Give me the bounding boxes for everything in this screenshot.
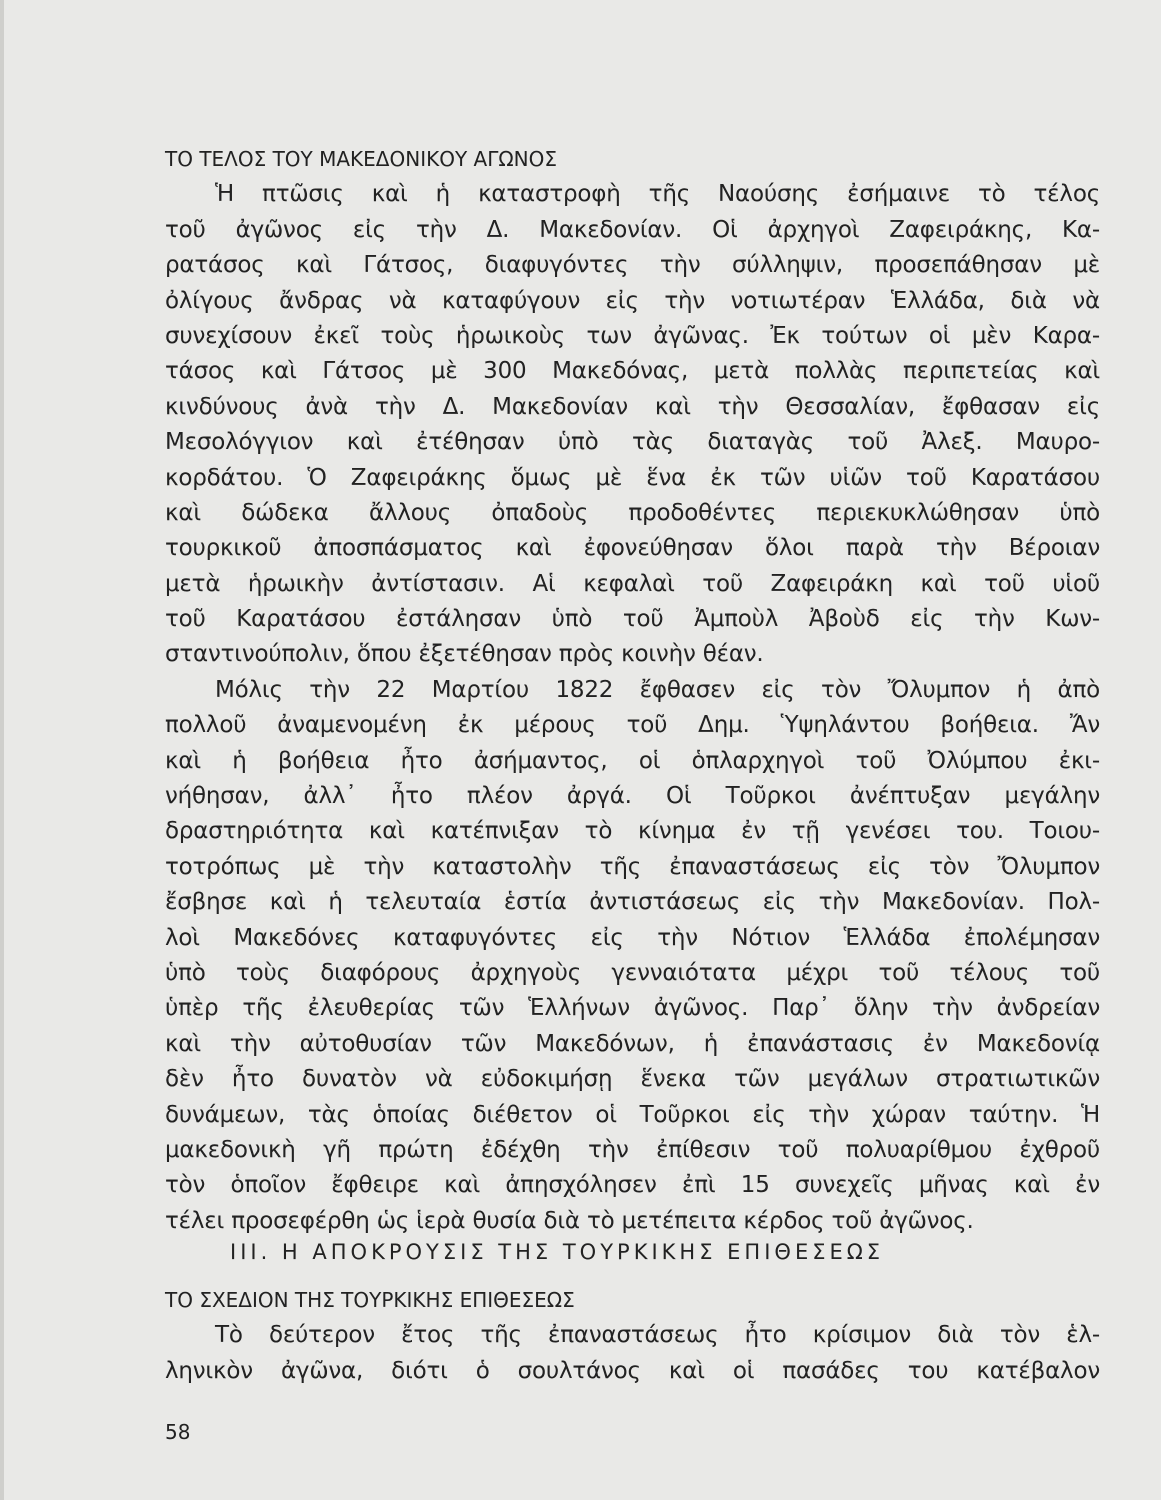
text-line: πολλοῦ ἀναμενομένη ἐκ μέρους τοῦ Δημ. Ὑψηλάντου βοήθεια. Ἄν [165,712,1100,739]
text-line: τάσος καὶ Γάτσος μὲ 300 Μακεδόνας, μετὰ πολλὰς περιπετείας καὶ [165,358,1100,385]
text-line: Τὸ δεύτερον ἔτος τῆς ἐπαναστάσεως ἦτο κρίσιμον διὰ τὸν ἑλ- [215,1322,1100,1349]
text-line: δὲν ἦτο δυνατὸν νὰ εὐδοκιμήσῃ ἕνεκα τῶν μεγάλων στρατιωτικῶν [165,1066,1100,1093]
text-line: συνεχίσουν ἐκεῖ τοὺς ἡρωικοὺς των ἀγῶνας. Ἐκ τούτων οἱ μὲν Καρα- [165,322,1100,349]
text-line: μακεδονικὴ γῆ πρώτη ἐδέχθη τὴν ἐπίθεσιν τοῦ πολυαρίθμου ἐχθροῦ [165,1136,1100,1163]
text-line: τοτρόπως μὲ τὴν καταστολὴν τῆς ἐπαναστάσεως εἰς τὸν Ὄλυμπον [165,853,1100,880]
text-line: ἔσβησε καὶ ἡ τελευταία ἑστία ἀντιστάσεως εἰς τὴν Μακεδονίαν. Πολ- [165,889,1100,916]
text-line: δυνάμεων, τὰς ὁποίας διέθετον οἱ Τοῦρκοι εἰς τὴν χώραν ταύτην. Ἡ [165,1101,1100,1128]
text-line: τοῦ ἀγῶνος εἰς τὴν Δ. Μακεδονίαν. Οἱ ἀρχηγοὶ Ζαφειράκης, Κα- [165,216,1100,243]
text-line: καὶ ἡ βοήθεια ἦτο ἀσήμαντος, οἱ ὁπλαρχηγοὶ τοῦ Ὀλύμπου ἐκι- [165,747,1100,774]
paragraph-3 [165,1318,1100,1389]
text-line: ὑπὲρ τῆς ἐλευθερίας τῶν Ἑλλήνων ἀγῶνος. Παρ᾽ ὅλην τὴν ἀνδρείαν [165,995,1100,1022]
text-line: Μόλις τὴν 22 Μαρτίου 1822 ἔφθασεν εἰς τὸν Ὄλυμπον ἡ ἀπὸ [215,676,1100,703]
text-line: ὀλίγους ἄνδρας νὰ καταφύγουν εἰς τὴν νοτιωτέραν Ἑλλάδα, διὰ νὰ [165,287,1100,314]
section-heading: ΤΟ ΣΧΕΔΙΟΝ ΤΗΣ ΤΟΥΡΚΙΚΗΣ ΕΠΙΘΕΣΕΩΣ [165,1288,575,1312]
text-line: ρατάσος καὶ Γάτσος, διαφυγόντες τὴν σύλληψιν, προσεπάθησαν μὲ [165,252,1100,279]
section-end-of-macedonian-struggle [165,142,1100,1239]
text-line: τέλει προσεφέρθη ὡς ἱερὰ θυσία διὰ τὸ μετέπειτα κέρδος τοῦ ἀγῶνος. [165,1207,974,1234]
text-line: Ἡ πτῶσις καὶ ἡ καταστροφὴ τῆς Ναούσης ἐσήμαινε τὸ τέλος [215,181,1100,208]
page-number: 58 [165,1420,191,1444]
text-line: καὶ δώδεκα ἄλλους ὀπαδοὺς προδοθέντες περιεκυκλώθησαν ὑπὸ [165,499,1100,526]
paragraph-1 [165,177,1100,672]
text-line: καὶ τὴν αὐτοθυσίαν τῶν Μακεδόνων, ἡ ἐπανάστασις ἐν Μακεδονίᾳ [165,1030,1100,1057]
page-edge [0,0,4,1500]
text-line: τοῦ Καρατάσου ἐστάλησαν ὑπὸ τοῦ Ἀμποὺλ Ἀβοὺδ εἰς τὴν Κων- [165,606,1100,633]
text-line: κινδύνους ἀνὰ τὴν Δ. Μακεδονίαν καὶ τὴν Θεσσαλίαν, ἔφθασαν εἰς [165,393,1100,420]
text-line: κορδάτου. Ὁ Ζαφειράκης ὅμως μὲ ἕνα ἐκ τῶν υἱῶν τοῦ Καρατάσου [165,464,1100,491]
text-line: σταντινούπολιν, ὅπου ἐξετέθησαν πρὸς κοινὴν θέαν. [165,641,764,668]
section-heading: ΤΟ ΤΕΛΟΣ ΤΟΥ ΜΑΚΕΔΟΝΙΚΟΥ ΑΓΩΝΟΣ [165,147,557,171]
text-line: ὑπὸ τοὺς διαφόρους ἀρχηγοὺς γενναιότατα μέχρι τοῦ τέλους τοῦ [165,959,1100,986]
text-line: τουρκικοῦ ἀποσπάσματος καὶ ἐφονεύθησαν ὅλοι παρὰ τὴν Βέροιαν [165,535,1100,562]
text-line: δραστηριότητα καὶ κατέπνιξαν τὸ κίνημα ἐν τῇ γενέσει του. Τοιου- [165,818,1100,845]
chapter-heading: ΙΙΙ. Η ΑΠΟΚΡΟΥΣΙΣ ΤΗΣ ΤΟΥΡΚΙΚΗΣ ΕΠΙΘΕΣΕΩΣ [230,1240,885,1264]
section-turkish-attack-plan [165,1283,1100,1389]
text-line: νήθησαν, ἀλλ᾽ ἦτο πλέον ἀργά. Οἱ Τοῦρκοι ἀνέπτυξαν μεγάλην [165,783,1100,810]
text-line: ληνικὸν ἀγῶνα, διότι ὁ σουλτάνος καὶ οἱ πασάδες του κατέβαλον [165,1357,1100,1384]
text-line: μετὰ ἡρωικὴν ἀντίστασιν. Αἱ κεφαλαὶ τοῦ Ζαφειράκη καὶ τοῦ υἱοῦ [165,570,1100,597]
paragraph-2 [165,673,1100,1239]
text-line: Μεσολόγγιον καὶ ἐτέθησαν ὑπὸ τὰς διαταγὰς τοῦ Ἀλεξ. Μαυρο- [165,429,1100,456]
text-line: τὸν ὁποῖον ἔφθειρε καὶ ἀπησχόλησεν ἐπὶ 15 συνεχεῖς μῆνας καὶ ἐν [165,1172,1100,1199]
text-line: λοὶ Μακεδόνες καταφυγόντες εἰς τὴν Νότιον Ἑλλάδα ἐπολέμησαν [165,924,1100,951]
